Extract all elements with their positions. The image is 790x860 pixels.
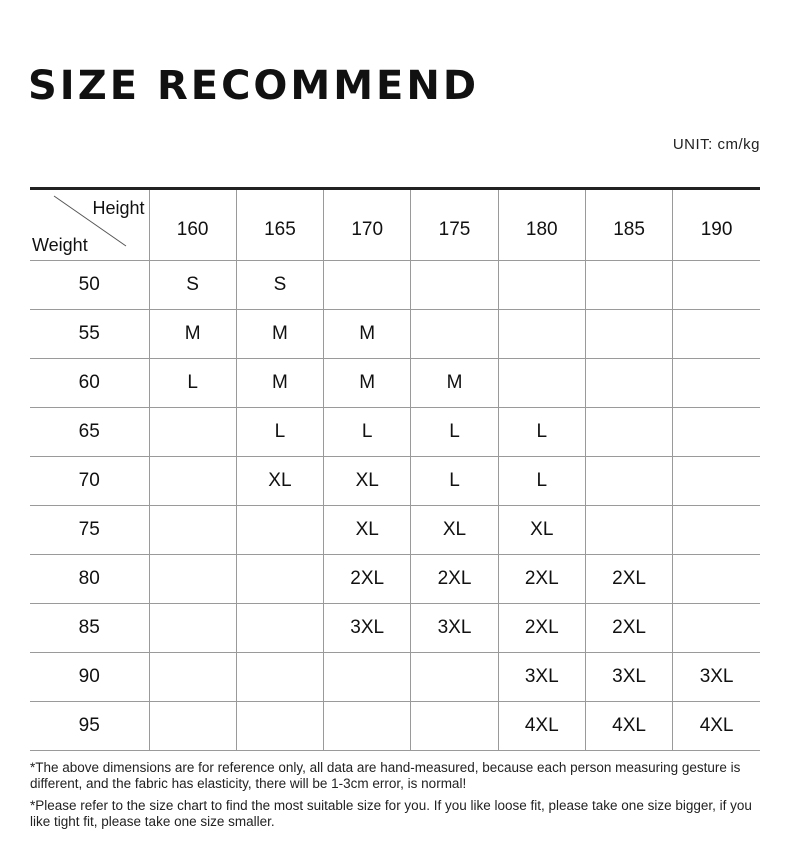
size-cell [673, 457, 760, 506]
size-cell: 3XL [673, 653, 760, 702]
size-cell [324, 702, 411, 751]
table-row [30, 310, 760, 359]
size-cell [673, 359, 760, 408]
size-cell [585, 310, 672, 359]
weight-cell: 70 [30, 457, 149, 506]
note-disclaimer: *The above dimensions are for reference only, all data are hand-measured, because each person measuring gesture is different, and the fabric has elasticity, there will be 1-3cm error, is normal! [30, 760, 741, 791]
size-cell [324, 261, 411, 310]
size-cell [236, 555, 323, 604]
size-cell: 2XL [411, 555, 498, 604]
size-cell: S [236, 261, 323, 310]
size-cell: 3XL [585, 653, 672, 702]
size-cell [585, 359, 672, 408]
size-cell: XL [324, 506, 411, 555]
size-cell [236, 653, 323, 702]
size-cell [149, 506, 236, 555]
size-cell: XL [411, 506, 498, 555]
notes [30, 760, 760, 836]
height-header: 190 [673, 189, 760, 261]
size-cell: L [498, 457, 585, 506]
table-row [30, 261, 760, 310]
size-cell [236, 506, 323, 555]
size-cell [411, 261, 498, 310]
table-row [30, 408, 760, 457]
size-cell: XL [324, 457, 411, 506]
size-cell [411, 310, 498, 359]
table-row [30, 653, 760, 702]
weight-cell: 55 [30, 310, 149, 359]
size-cell [498, 310, 585, 359]
size-cell [673, 310, 760, 359]
size-cell [149, 702, 236, 751]
size-cell: L [324, 408, 411, 457]
size-cell [673, 261, 760, 310]
header-row [30, 189, 760, 261]
weight-cell: 50 [30, 261, 149, 310]
table-row [30, 457, 760, 506]
weight-cell: 95 [30, 702, 149, 751]
size-cell [585, 261, 672, 310]
size-cell: M [324, 310, 411, 359]
size-cell: 2XL [498, 555, 585, 604]
size-cell: 2XL [585, 555, 672, 604]
height-header: 180 [498, 189, 585, 261]
weight-cell: 80 [30, 555, 149, 604]
table-row [30, 506, 760, 555]
size-cell [673, 555, 760, 604]
size-cell [149, 604, 236, 653]
table-row [30, 359, 760, 408]
table-row [30, 555, 760, 604]
size-cell: L [411, 408, 498, 457]
size-cell: 3XL [411, 604, 498, 653]
size-cell: M [324, 359, 411, 408]
size-cell: L [498, 408, 585, 457]
height-header: 185 [585, 189, 672, 261]
size-cell [149, 653, 236, 702]
weight-cell: 60 [30, 359, 149, 408]
size-cell [585, 457, 672, 506]
size-cell: M [236, 310, 323, 359]
size-cell: 3XL [324, 604, 411, 653]
size-table-body [30, 261, 760, 751]
size-cell: XL [498, 506, 585, 555]
height-header: 175 [411, 189, 498, 261]
size-cell [236, 702, 323, 751]
size-cell: M [236, 359, 323, 408]
weight-cell: 75 [30, 506, 149, 555]
size-cell: L [236, 408, 323, 457]
size-cell: 2XL [585, 604, 672, 653]
size-cell [585, 506, 672, 555]
size-cell [236, 604, 323, 653]
size-cell [411, 653, 498, 702]
weight-cell: 65 [30, 408, 149, 457]
height-header: 170 [324, 189, 411, 261]
size-cell [673, 506, 760, 555]
size-cell: M [149, 310, 236, 359]
size-cell: M [411, 359, 498, 408]
height-header: 165 [236, 189, 323, 261]
weight-cell: 85 [30, 604, 149, 653]
size-cell: L [411, 457, 498, 506]
size-cell [498, 261, 585, 310]
page-title: SIZE RECOMMEND [28, 63, 480, 109]
size-cell [149, 408, 236, 457]
size-cell: S [149, 261, 236, 310]
weight-cell: 90 [30, 653, 149, 702]
size-cell [411, 702, 498, 751]
size-cell [498, 359, 585, 408]
size-cell [673, 604, 760, 653]
size-cell [585, 408, 672, 457]
table-row [30, 702, 760, 751]
corner-cell [30, 189, 149, 261]
height-axis-label: Height [92, 198, 145, 218]
size-cell [673, 408, 760, 457]
size-cell: XL [236, 457, 323, 506]
note-fit-advice: *Please refer to the size chart to find the most suitable size for you. If you like loose fit, please take one size bigger, if you like tight fit, please take one size smaller. [30, 798, 752, 829]
size-table [30, 187, 760, 751]
unit-label: UNIT: cm/kg [672, 136, 760, 153]
size-cell: L [149, 359, 236, 408]
size-cell: 4XL [673, 702, 760, 751]
table-row [30, 604, 760, 653]
size-cell [324, 653, 411, 702]
size-cell: 3XL [498, 653, 585, 702]
size-cell: 4XL [498, 702, 585, 751]
size-cell: 2XL [324, 555, 411, 604]
size-cell [149, 457, 236, 506]
size-cell: 2XL [498, 604, 585, 653]
height-header: 160 [149, 189, 236, 261]
size-cell: 4XL [585, 702, 672, 751]
size-cell [149, 555, 236, 604]
weight-axis-label: Weight [32, 235, 88, 255]
